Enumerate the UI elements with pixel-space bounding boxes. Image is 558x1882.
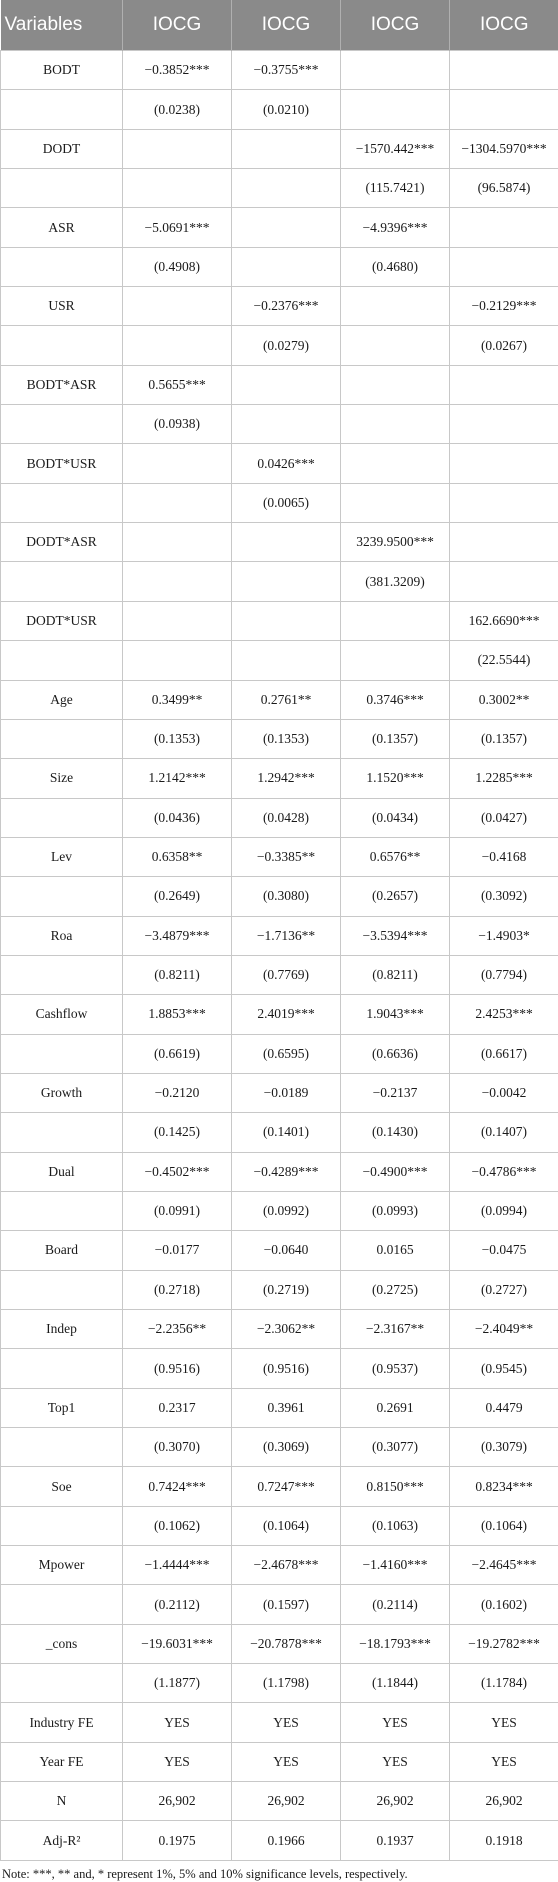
table-cell: YES — [123, 1742, 232, 1781]
table-cell: 1.2142*** — [123, 759, 232, 798]
row-label-cell — [1, 719, 123, 758]
table-cell: 0.3499** — [123, 680, 232, 719]
table-cell — [123, 444, 232, 483]
table-cell: −4.9396*** — [341, 208, 450, 247]
table-cell: 0.3746*** — [341, 680, 450, 719]
table-cell: (0.1401) — [232, 1113, 341, 1152]
table-cell: (0.0991) — [123, 1191, 232, 1230]
table-cell — [341, 601, 450, 640]
table-cell: 26,902 — [341, 1782, 450, 1821]
table-cell: −0.3385** — [232, 837, 341, 876]
row-label-cell: Soe — [1, 1467, 123, 1506]
table-cell: 0.0165 — [341, 1231, 450, 1270]
table-cell: 0.2691 — [341, 1388, 450, 1427]
table-cell: −0.0189 — [232, 1073, 341, 1112]
table-cell — [450, 405, 558, 444]
table-cell — [341, 483, 450, 522]
table-cell: −0.0042 — [450, 1073, 558, 1112]
table-cell — [341, 287, 450, 326]
table-cell: (0.0238) — [123, 90, 232, 129]
row-label-cell: Industry FE — [1, 1703, 123, 1742]
table-cell: −0.2376*** — [232, 287, 341, 326]
table-row — [1, 1664, 558, 1703]
row-label-cell — [1, 1270, 123, 1309]
table-cell: 162.6690*** — [450, 601, 558, 640]
table-cell: −1.4903* — [450, 916, 558, 955]
table-cell: −2.4049** — [450, 1310, 558, 1349]
table-cell: −3.4879*** — [123, 916, 232, 955]
table-cell — [341, 90, 450, 129]
row-label-cell — [1, 1113, 123, 1152]
table-row — [1, 995, 558, 1034]
table-cell — [450, 51, 558, 90]
table-cell: YES — [232, 1703, 341, 1742]
table-cell: 0.1975 — [123, 1821, 232, 1860]
table-cell — [341, 51, 450, 90]
table-row — [1, 129, 558, 168]
table-cell: (0.1062) — [123, 1506, 232, 1545]
table-row — [1, 1073, 558, 1112]
table-cell: −2.4645*** — [450, 1546, 558, 1585]
table-cell: −0.3755*** — [232, 51, 341, 90]
table-cell: 0.2317 — [123, 1388, 232, 1427]
table-cell: −1.4444*** — [123, 1546, 232, 1585]
table-cell: −19.6031*** — [123, 1624, 232, 1663]
table-cell: 0.3961 — [232, 1388, 341, 1427]
table-note: Note: ***, ** and, * represent 1%, 5% and 10% significance levels, respectively. — [0, 1861, 558, 1882]
row-label-cell: BODT*USR — [1, 444, 123, 483]
table-cell — [341, 326, 450, 365]
table-row — [1, 1703, 558, 1742]
table-cell: 2.4253*** — [450, 995, 558, 1034]
table-cell: 2.4019*** — [232, 995, 341, 1034]
table-cell: (0.2657) — [341, 877, 450, 916]
table-cell: (0.7794) — [450, 955, 558, 994]
table-cell: 0.5655*** — [123, 365, 232, 404]
table-cell: YES — [341, 1703, 450, 1742]
table-cell: −0.4786*** — [450, 1152, 558, 1191]
row-label-cell — [1, 483, 123, 522]
row-label-cell: Indep — [1, 1310, 123, 1349]
row-label-cell: Year FE — [1, 1742, 123, 1781]
row-label-cell: Dual — [1, 1152, 123, 1191]
table-cell: −0.2120 — [123, 1073, 232, 1112]
table-row — [1, 759, 558, 798]
table-cell: (0.7769) — [232, 955, 341, 994]
row-label-cell: BODT — [1, 51, 123, 90]
table-row — [1, 1585, 558, 1624]
table-cell: (0.9537) — [341, 1349, 450, 1388]
table-cell — [123, 523, 232, 562]
table-cell — [123, 169, 232, 208]
table-cell: (0.3079) — [450, 1428, 558, 1467]
row-label-cell — [1, 1664, 123, 1703]
table-cell: (0.2727) — [450, 1270, 558, 1309]
table-cell: (1.1798) — [232, 1664, 341, 1703]
table-row — [1, 955, 558, 994]
table-row — [1, 601, 558, 640]
table-row — [1, 523, 558, 562]
table-cell: (0.1063) — [341, 1506, 450, 1545]
table-cell — [232, 601, 341, 640]
table-cell: (0.0279) — [232, 326, 341, 365]
table-row — [1, 1428, 558, 1467]
row-label-cell: Lev — [1, 837, 123, 876]
table-cell: (1.1844) — [341, 1664, 450, 1703]
table-cell: −0.4502*** — [123, 1152, 232, 1191]
table-cell — [123, 641, 232, 680]
table-cell: (0.6636) — [341, 1034, 450, 1073]
table-cell: 0.1937 — [341, 1821, 450, 1860]
table-row — [1, 1152, 558, 1191]
table-cell: YES — [341, 1742, 450, 1781]
table-cell: (0.0210) — [232, 90, 341, 129]
table-cell: 26,902 — [450, 1782, 558, 1821]
row-label-cell: Adj-R² — [1, 1821, 123, 1860]
table-cell: 0.1966 — [232, 1821, 341, 1860]
table-cell: (0.1602) — [450, 1585, 558, 1624]
table-cell: YES — [450, 1742, 558, 1781]
header-iocg-2: IOCG — [232, 0, 341, 51]
table-cell — [341, 641, 450, 680]
table-row — [1, 916, 558, 955]
header-variables: Variables — [1, 0, 123, 51]
table-cell: −2.4678*** — [232, 1546, 341, 1585]
table-row — [1, 719, 558, 758]
table-cell: 1.9043*** — [341, 995, 450, 1034]
table-cell: −2.2356** — [123, 1310, 232, 1349]
table-cell: (0.1357) — [341, 719, 450, 758]
table-cell: (0.9516) — [123, 1349, 232, 1388]
table-cell: (0.4680) — [341, 247, 450, 286]
table-cell: (115.7421) — [341, 169, 450, 208]
table-cell: (0.3070) — [123, 1428, 232, 1467]
table-row — [1, 287, 558, 326]
table-cell: (0.2112) — [123, 1585, 232, 1624]
table-cell — [450, 562, 558, 601]
table-cell: 0.7424*** — [123, 1467, 232, 1506]
row-label-cell — [1, 562, 123, 601]
row-label-cell — [1, 326, 123, 365]
table-row — [1, 1506, 558, 1545]
row-label-cell: Top1 — [1, 1388, 123, 1427]
table-cell: (0.3077) — [341, 1428, 450, 1467]
table-row — [1, 1821, 558, 1860]
table-cell — [232, 169, 341, 208]
row-label-cell — [1, 1034, 123, 1073]
table-cell — [123, 562, 232, 601]
table-cell: 1.8853*** — [123, 995, 232, 1034]
table-cell: −1304.5970*** — [450, 129, 558, 168]
table-row — [1, 247, 558, 286]
table-cell: (0.1353) — [232, 719, 341, 758]
table-cell — [232, 641, 341, 680]
row-label-cell — [1, 1506, 123, 1545]
table-cell — [341, 365, 450, 404]
row-label-cell: Age — [1, 680, 123, 719]
table-row — [1, 1467, 558, 1506]
table-cell: −0.4900*** — [341, 1152, 450, 1191]
table-cell: 0.8150*** — [341, 1467, 450, 1506]
table-cell — [232, 562, 341, 601]
table-row — [1, 1113, 558, 1152]
table-cell: YES — [232, 1742, 341, 1781]
table-row — [1, 680, 558, 719]
table-cell: (0.8211) — [341, 955, 450, 994]
table-row — [1, 1034, 558, 1073]
table-cell: −0.4289*** — [232, 1152, 341, 1191]
table-cell: 3239.9500*** — [341, 523, 450, 562]
header-iocg-3: IOCG — [341, 0, 450, 51]
table-cell: (0.0993) — [341, 1191, 450, 1230]
table-row — [1, 483, 558, 522]
row-label-cell: Board — [1, 1231, 123, 1270]
table-cell: 0.7247*** — [232, 1467, 341, 1506]
table-cell: (381.3209) — [341, 562, 450, 601]
table-cell: (0.3069) — [232, 1428, 341, 1467]
row-label-cell: Size — [1, 759, 123, 798]
table-row — [1, 1349, 558, 1388]
table-cell — [232, 523, 341, 562]
row-label-cell: DODT*USR — [1, 601, 123, 640]
table-row — [1, 1546, 558, 1585]
table-cell: (0.0065) — [232, 483, 341, 522]
table-cell: 0.0426*** — [232, 444, 341, 483]
table-cell: −0.3852*** — [123, 51, 232, 90]
row-label-cell: DODT*ASR — [1, 523, 123, 562]
table-row — [1, 1231, 558, 1270]
table-cell — [232, 208, 341, 247]
table-cell: (0.3080) — [232, 877, 341, 916]
table-cell: −2.3062** — [232, 1310, 341, 1349]
table-cell: (0.9545) — [450, 1349, 558, 1388]
table-cell: (0.1064) — [450, 1506, 558, 1545]
table-cell: −3.5394*** — [341, 916, 450, 955]
row-label-cell — [1, 1349, 123, 1388]
row-label-cell — [1, 641, 123, 680]
table-cell: (0.0427) — [450, 798, 558, 837]
table-cell — [123, 483, 232, 522]
row-label-cell — [1, 1428, 123, 1467]
table-row — [1, 1742, 558, 1781]
table-cell: −0.0640 — [232, 1231, 341, 1270]
table-cell: 0.3002** — [450, 680, 558, 719]
table-cell — [450, 444, 558, 483]
table-cell — [450, 365, 558, 404]
table-cell — [232, 247, 341, 286]
table-cell: YES — [450, 1703, 558, 1742]
table-cell: (0.2114) — [341, 1585, 450, 1624]
row-label-cell — [1, 247, 123, 286]
row-label-cell — [1, 405, 123, 444]
table-cell: 26,902 — [232, 1782, 341, 1821]
row-label-cell — [1, 1585, 123, 1624]
table-body — [1, 51, 558, 1861]
table-cell — [450, 523, 558, 562]
row-label-cell: Roa — [1, 916, 123, 955]
table-cell: (0.1430) — [341, 1113, 450, 1152]
table-row — [1, 208, 558, 247]
row-label-cell: BODT*ASR — [1, 365, 123, 404]
table-cell: 26,902 — [123, 1782, 232, 1821]
table-row — [1, 51, 558, 90]
table-cell: (0.1064) — [232, 1506, 341, 1545]
table-cell: 0.1918 — [450, 1821, 558, 1860]
table-cell — [123, 287, 232, 326]
row-label-cell: _cons — [1, 1624, 123, 1663]
table-cell: (22.5544) — [450, 641, 558, 680]
table-header-row — [1, 0, 558, 51]
table-cell: −5.0691*** — [123, 208, 232, 247]
table-row — [1, 562, 558, 601]
row-label-cell: N — [1, 1782, 123, 1821]
table-cell: −18.1793*** — [341, 1624, 450, 1663]
table-cell: (0.1407) — [450, 1113, 558, 1152]
table-row — [1, 169, 558, 208]
row-label-cell: Mpower — [1, 1546, 123, 1585]
row-label-cell — [1, 90, 123, 129]
table-cell: (0.0994) — [450, 1191, 558, 1230]
table-cell: (0.0428) — [232, 798, 341, 837]
row-label-cell: Cashflow — [1, 995, 123, 1034]
row-label-cell: Growth — [1, 1073, 123, 1112]
table-row — [1, 326, 558, 365]
table-cell: (0.4908) — [123, 247, 232, 286]
table-row — [1, 444, 558, 483]
table-cell — [341, 444, 450, 483]
table-row — [1, 798, 558, 837]
header-iocg-1: IOCG — [123, 0, 232, 51]
table-cell: −1.4160*** — [341, 1546, 450, 1585]
table-row — [1, 877, 558, 916]
table-cell — [450, 90, 558, 129]
table-cell: 0.8234*** — [450, 1467, 558, 1506]
row-label-cell: DODT — [1, 129, 123, 168]
header-iocg-4: IOCG — [450, 0, 558, 51]
table-row — [1, 1782, 558, 1821]
table-cell: (0.2649) — [123, 877, 232, 916]
table-cell: −2.3167** — [341, 1310, 450, 1349]
table-cell: 1.1520*** — [341, 759, 450, 798]
table-cell: (1.1877) — [123, 1664, 232, 1703]
table-cell — [450, 208, 558, 247]
row-label-cell — [1, 169, 123, 208]
table-cell: YES — [123, 1703, 232, 1742]
table-cell: −19.2782*** — [450, 1624, 558, 1663]
table-cell: −0.2129*** — [450, 287, 558, 326]
table-cell: 1.2285*** — [450, 759, 558, 798]
table-cell: (0.0992) — [232, 1191, 341, 1230]
table-cell: (0.8211) — [123, 955, 232, 994]
row-label-cell — [1, 1191, 123, 1230]
table-cell: −0.4168 — [450, 837, 558, 876]
table-cell: −1570.442*** — [341, 129, 450, 168]
row-label-cell — [1, 798, 123, 837]
table-cell — [341, 405, 450, 444]
table-cell: (0.0938) — [123, 405, 232, 444]
table-cell: (0.1353) — [123, 719, 232, 758]
table-cell: (0.0434) — [341, 798, 450, 837]
table-cell: (0.0436) — [123, 798, 232, 837]
table-row — [1, 405, 558, 444]
table-cell: (0.2718) — [123, 1270, 232, 1309]
table-cell: −20.7878*** — [232, 1624, 341, 1663]
table-cell: (0.2725) — [341, 1270, 450, 1309]
table-cell: 0.2761** — [232, 680, 341, 719]
row-label-cell — [1, 955, 123, 994]
table-cell: −1.7136** — [232, 916, 341, 955]
table-cell: −0.2137 — [341, 1073, 450, 1112]
table-cell: (0.1425) — [123, 1113, 232, 1152]
table-cell — [232, 365, 341, 404]
table-cell: (0.6617) — [450, 1034, 558, 1073]
table-row — [1, 90, 558, 129]
table-cell: (0.1597) — [232, 1585, 341, 1624]
table-row — [1, 837, 558, 876]
table-cell: 1.2942*** — [232, 759, 341, 798]
table-row — [1, 1310, 558, 1349]
table-row — [1, 641, 558, 680]
table-cell: (0.0267) — [450, 326, 558, 365]
table-cell: 0.6576** — [341, 837, 450, 876]
table-cell: (0.1357) — [450, 719, 558, 758]
table-row — [1, 1388, 558, 1427]
table-cell — [123, 129, 232, 168]
table-cell — [232, 129, 341, 168]
table-cell: (96.5874) — [450, 169, 558, 208]
table-row — [1, 1191, 558, 1230]
row-label-cell — [1, 877, 123, 916]
row-label-cell: ASR — [1, 208, 123, 247]
table-cell: (1.1784) — [450, 1664, 558, 1703]
table-cell — [450, 483, 558, 522]
table-row — [1, 365, 558, 404]
table-cell — [450, 247, 558, 286]
table-cell: (0.6595) — [232, 1034, 341, 1073]
table-cell: 0.4479 — [450, 1388, 558, 1427]
table-cell: −0.0475 — [450, 1231, 558, 1270]
table-cell — [232, 405, 341, 444]
table-cell: (0.6619) — [123, 1034, 232, 1073]
table-row — [1, 1270, 558, 1309]
table-row — [1, 1624, 558, 1663]
table-cell: (0.3092) — [450, 877, 558, 916]
table-cell — [123, 326, 232, 365]
table-cell: 0.6358** — [123, 837, 232, 876]
table-cell: −0.0177 — [123, 1231, 232, 1270]
row-label-cell: USR — [1, 287, 123, 326]
table-cell: (0.9516) — [232, 1349, 341, 1388]
table-cell — [123, 601, 232, 640]
table-cell: (0.2719) — [232, 1270, 341, 1309]
